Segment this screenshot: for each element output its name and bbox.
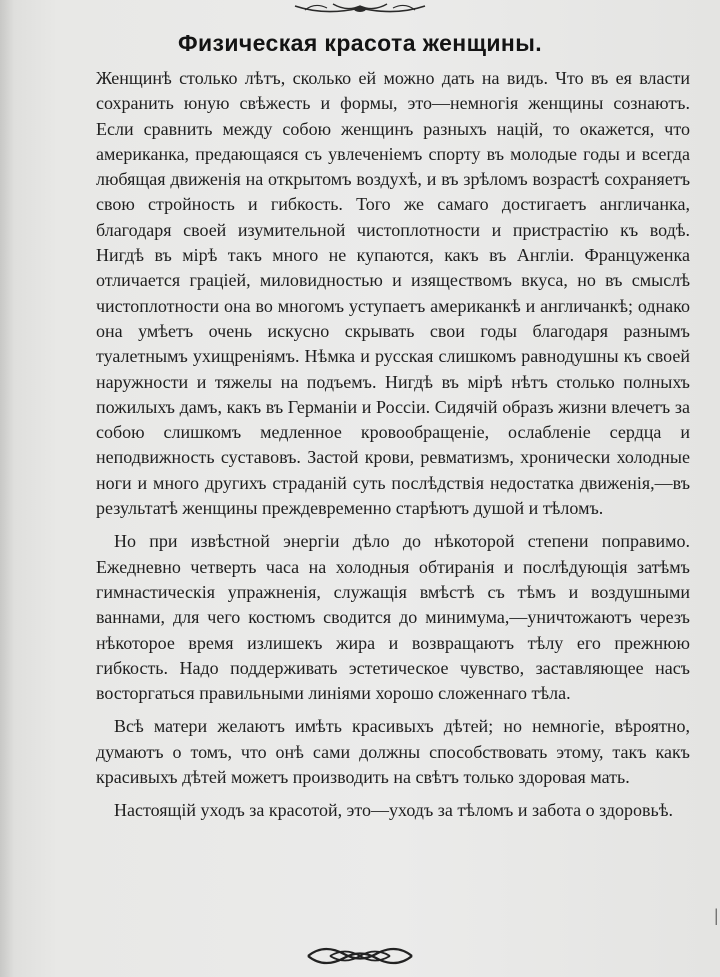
- top-ornament-icon: [285, 0, 435, 18]
- page-gutter-shadow: [0, 0, 14, 977]
- article-body: [96, 66, 690, 832]
- paragraph-3: Всѣ матери желаютъ имѣть красивыхъ дѣтей; но немногіе, вѣроятно, думаютъ о томъ, что онѣ сами должны способствовать этому, такъ какъ красивыхъ дѣтей можетъ производить на свѣтъ только здоровая мать.: [96, 716, 690, 788]
- article-title: Физическая красота женщины.: [177, 30, 543, 56]
- bottom-ornament-icon: [300, 943, 420, 969]
- paragraph-2: Но при извѣстной энергіи дѣло до нѣкоторой степени поправимо. Ежедневно четверть часа на холодныя обтиранія и послѣдующія затѣмъ гимнастическія упражненія, служащія вмѣстѣ съ тѣмъ и воздушными ваннами, для чего костюмъ сводится до минимума,—уничтожаютъ черезъ нѣкоторое время излишекъ жира и возвращаютъ тѣлу его прежнюю гибкость. Надо поддерживать эстетическое чувство, заставляющее насъ восторгаться правильными линіями хорошо сложеннаго тѣла.: [96, 531, 690, 704]
- page-edge-mark: |: [714, 905, 718, 925]
- paragraph-4: Настоящій уходъ за красотой, это—уходъ за тѣломъ и забота о здоровьѣ.: [114, 800, 673, 821]
- paragraph-1: Женщинѣ столько лѣтъ, сколько ей можно дать на видъ. Что въ ея власти сохранить юную свѣжесть и формы, это—немногія женщины сознаютъ. Если сравнить между собою женщинъ разныхъ націй, то окажется, что американка, предающаяся съ увлеченіемъ спорту въ молодые годы и всегда любящая движенія на открытомъ воздухѣ, и въ зрѣломъ возрастѣ сохраняетъ свою стройность и гибкость. Того же самаго достигаетъ англичанка, благодаря своей изумительной чистоплотности и пристрастію къ водѣ. Нигдѣ въ мірѣ такъ много не купаются, какъ въ Англіи. Француженка отличается граціей, миловидностью и изяществомъ вкуса, но въ смыслѣ чистоплотности она во многомъ уступаетъ американкѣ и англичанкѣ; однако она умѣетъ очень искусно скрывать свои годы благодаря разнымъ туалетнымъ ухищреніямъ. Нѣмка и русская слишкомъ равнодушны къ своей наружности и тяжелы на подъемъ. Нигдѣ въ мірѣ нѣтъ столько полныхъ пожилыхъ дамъ, какъ въ Германіи и Россіи. Сидячій образъ жизни влечетъ за собою слишкомъ медленное кровообращеніе, ослабленіе сердца и неподвижность суставовъ. Застой крови, ревматизмъ, хронически холодные ноги и много другихъ страданій суть послѣдствія недостатка движенія,—въ результатѣ женщины преждевременно старѣютъ душой и тѣломъ.: [96, 68, 690, 519]
